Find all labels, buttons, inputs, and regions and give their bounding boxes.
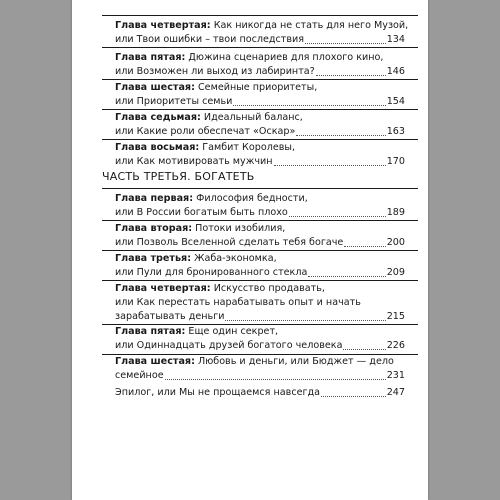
separator-line (102, 15, 418, 16)
chapter-subtitle: или Как мотивировать мужчин (115, 156, 273, 167)
chapter-subtitle: или Твои ошибки – твои последствия (115, 34, 305, 45)
chapter-subtitle: или Как перестать нарабатывать опыт и начать (115, 297, 361, 308)
toc-entry-epilogue (115, 386, 405, 400)
chapter-label: Глава первая: (115, 193, 194, 204)
separator-line (102, 79, 418, 80)
chapter-title: Жаба-экономка, (194, 253, 277, 264)
chapter-label: Глава седьмая: (115, 112, 201, 123)
dot-leader (296, 135, 385, 136)
page-number: 215 (386, 311, 405, 322)
separator-line (102, 220, 418, 221)
separator-line (102, 139, 418, 140)
dot-leader (344, 246, 385, 247)
separator-line (102, 280, 418, 281)
chapter-title: Как никогда не стать для него Музой, (213, 20, 409, 31)
dot-leader (343, 349, 385, 350)
chapter-subtitle: или Позволь Вселенной сделать тебя богаче (115, 237, 344, 248)
page-number: 247 (386, 387, 405, 398)
toc-entry (115, 192, 405, 220)
page-number: 189 (386, 207, 405, 218)
page-number: 209 (386, 267, 405, 278)
chapter-label: Глава восьмая: (115, 142, 200, 153)
dot-leader (308, 276, 385, 277)
chapter-subtitle: семейное (115, 370, 164, 381)
chapter-title: Искусство продавать, (213, 283, 325, 294)
chapter-title: Дюжина сценариев для плохого кино, (188, 52, 384, 63)
page-number: 154 (386, 96, 405, 107)
chapter-label: Глава шестая: (115, 356, 195, 367)
book-page (72, 0, 428, 500)
separator-line (102, 250, 418, 251)
epilogue-title: Эпилог, или Мы не прощаемся навсегда (115, 387, 321, 398)
toc-entry (115, 141, 405, 169)
chapter-title: Потоки изобилия, (195, 223, 286, 234)
chapter-title: Идеальный баланс, (203, 112, 303, 123)
chapter-label: Глава четвертая: (115, 20, 211, 31)
separator-line (102, 188, 418, 189)
page-number: 163 (386, 126, 405, 137)
chapter-title: Семейные приоритеты, (197, 82, 318, 93)
dot-leader (274, 165, 386, 166)
toc-entry (115, 282, 405, 324)
dot-leader (225, 320, 385, 321)
toc-entry (115, 355, 405, 383)
page-number: 146 (386, 66, 405, 77)
page-number: 231 (386, 370, 405, 381)
dot-leader (165, 379, 386, 380)
chapter-label: Глава пятая: (115, 326, 186, 337)
chapter-label: Глава третья: (115, 253, 192, 264)
dot-leader (321, 396, 386, 397)
page-number: 170 (386, 156, 405, 167)
separator-line (102, 47, 418, 48)
chapter-subtitle: зарабатывать деньги (115, 311, 225, 322)
chapter-title: Гамбит Королевы, (202, 142, 296, 153)
chapter-title: Любовь и деньги, или Бюджет — дело (197, 356, 394, 367)
chapter-label: Глава вторая: (115, 223, 193, 234)
dot-leader (316, 75, 386, 76)
chapter-label: Глава четвертая: (115, 283, 211, 294)
chapter-title: Еще один секрет, (188, 326, 279, 337)
chapter-subtitle: или Одиннадцать друзей богатого человека (115, 340, 343, 351)
toc-entry (115, 81, 405, 109)
toc-entry (115, 19, 409, 47)
toc-entry (115, 252, 405, 280)
page-number: 134 (386, 34, 405, 45)
dot-leader (305, 43, 386, 44)
chapter-label: Глава пятая: (115, 52, 186, 63)
toc-entry (115, 222, 405, 250)
chapter-label: Глава шестая: (115, 82, 195, 93)
chapter-subtitle: или В России богатым быть плохо (115, 207, 288, 218)
separator-line (102, 109, 418, 110)
chapter-subtitle: или Какие роли обеспечат «Оскар» (115, 126, 296, 137)
toc-entry (115, 325, 405, 353)
chapter-title: Философия бедности, (196, 193, 308, 204)
dot-leader (233, 105, 385, 106)
chapter-subtitle: или Приоритеты семьи (115, 96, 233, 107)
chapter-subtitle: или Возможен ли выход из лабиринта? (115, 66, 315, 77)
part-heading: ЧАСТЬ ТРЕТЬЯ. БОГАТЕТЬ (102, 170, 255, 183)
page-number: 226 (386, 340, 405, 351)
page-number: 200 (386, 237, 405, 248)
chapter-subtitle: или Пули для бронированного стекла (115, 267, 308, 278)
toc-entry (115, 111, 405, 139)
dot-leader (289, 216, 386, 217)
toc-entry (115, 51, 405, 79)
